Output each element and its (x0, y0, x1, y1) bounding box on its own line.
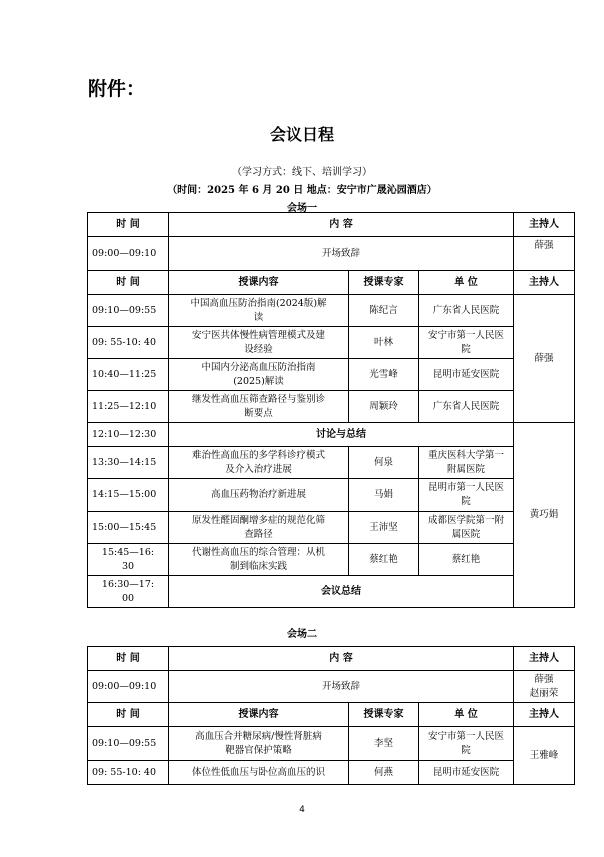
session-unit (419, 544, 514, 576)
unit-line: 昆明市延安医院 (432, 368, 500, 380)
header-content: 内 容 (169, 213, 514, 237)
topic-line: 代谢性高血压的综合管理：从机 (191, 546, 325, 558)
venue2-schedule-table (87, 646, 575, 785)
topic-line: 读 (253, 311, 264, 323)
session-time (88, 576, 169, 608)
time-line: 16:30—17: (101, 578, 155, 590)
session-topic (169, 761, 349, 785)
session-speaker: 何燕 (349, 761, 419, 785)
session-time: 09:00—09:10 (88, 237, 169, 271)
session-time: 15:00—15:45 (88, 512, 169, 544)
header-time: 时 间 (88, 703, 169, 727)
header-content: 内 容 (169, 647, 514, 671)
session-time (88, 544, 169, 576)
unit-line: 蔡红艳 (451, 553, 481, 565)
venue1-label: 会场一 (287, 203, 317, 214)
topic-line: 中国内分泌高血压防治指南 (201, 361, 316, 373)
unit-line: 成都医学院第一附 (428, 514, 505, 526)
topic-line: 原发性醛固酮增多症的规范化筛 (191, 514, 325, 526)
topic-line: 高血压合并糖尿病/慢性肾脏病 (195, 730, 322, 742)
session-unit (419, 391, 514, 423)
topic-line: 断要点 (244, 407, 273, 419)
session-content: 开场致辞 (169, 237, 514, 271)
session-speaker: 陈纪言 (349, 295, 419, 327)
session-unit (419, 479, 514, 512)
topic-line: (2025)解读 (233, 375, 284, 387)
topic-line: 设经验 (244, 343, 273, 355)
session-time: 09: 55-10: 40 (88, 761, 169, 785)
header-topic: 授课内容 (169, 271, 349, 295)
host-name: 黄巧娟 (514, 423, 575, 608)
session-speaker: 何泉 (349, 447, 419, 479)
session-topic (169, 727, 349, 761)
session-speaker: 周颖玲 (349, 391, 419, 423)
header-speaker: 授课专家 (349, 703, 419, 727)
session-unit (419, 295, 514, 327)
session-unit (419, 512, 514, 544)
table-row (88, 359, 575, 391)
unit-line: 广东省人民医院 (432, 400, 500, 412)
page-number: 4 (299, 805, 305, 815)
unit-line: 属医院 (451, 528, 481, 540)
time-line: 15:45—16: (101, 546, 155, 558)
session-topic (169, 447, 349, 479)
header-host: 主持人 (514, 647, 575, 671)
table-header-row (88, 213, 575, 237)
host-name: 薛强 (514, 237, 575, 271)
session-time: 09: 55-10: 40 (88, 327, 169, 359)
unit-line: 安宁市第一人民医 (428, 329, 505, 341)
session-speaker: 叶林 (349, 327, 419, 359)
header-unit: 单 位 (419, 703, 514, 727)
session-unit (419, 447, 514, 479)
table-row (88, 423, 575, 447)
host-name (514, 671, 575, 703)
header-host: 主持人 (514, 213, 575, 237)
attachment-label: 附件： (88, 78, 146, 100)
discussion-content: 讨论与总结 (169, 423, 514, 447)
host-name: 薛强 (514, 295, 575, 423)
header-time: 时 间 (88, 647, 169, 671)
table-header-row (88, 271, 575, 295)
page-title: 会议日程 (269, 125, 334, 144)
unit-line: 附属医院 (447, 463, 486, 475)
unit-line: 广东省人民医院 (432, 304, 500, 316)
table-row (88, 576, 575, 608)
session-content: 开场致辞 (169, 671, 514, 703)
host-line: 赵丽荣 (529, 687, 559, 699)
summary-content: 会议总结 (169, 576, 514, 608)
session-speaker: 蔡红艳 (349, 544, 419, 576)
time-line: 30 (121, 560, 135, 572)
unit-line: 院 (461, 496, 471, 507)
session-unit (419, 327, 514, 359)
table-row (88, 512, 575, 544)
topic-line: 难治性高血压的多学科诊疗模式 (191, 449, 325, 461)
header-time: 时 间 (88, 213, 169, 237)
table-row (88, 327, 575, 359)
session-time: 09:10—09:55 (88, 727, 169, 761)
study-mode: （学习方式：线下、培训学习） (232, 167, 372, 178)
session-speaker: 光雪峰 (349, 359, 419, 391)
session-topic (169, 359, 349, 391)
table-row (88, 727, 575, 761)
header-time: 时 间 (88, 271, 169, 295)
table-header-row (88, 703, 575, 727)
table-row (88, 671, 575, 703)
time-venue: （时间：2025 年 6 月 20 日 地点：安宁市广晟沁园酒店） (167, 185, 437, 196)
venue1-schedule-table (87, 212, 575, 608)
session-time: 11:25—12:10 (88, 391, 169, 423)
session-speaker: 马娟 (349, 479, 419, 512)
session-time: 14:15—15:00 (88, 479, 169, 512)
unit-line: 安宁市第一人民医 (428, 730, 505, 742)
table-row (88, 479, 575, 512)
unit-line: 院 (461, 744, 471, 756)
topic-line: 高血压药物治疗新进展 (210, 489, 306, 500)
session-unit (419, 761, 514, 785)
table-header-row (88, 647, 575, 671)
table-row (88, 237, 575, 271)
unit-line: 昆明市第一人民医 (428, 482, 505, 493)
topic-line: 靶器官保护策略 (225, 744, 292, 756)
session-time: 10:40—11:25 (88, 359, 169, 391)
topic-line: 继发性高血压筛查路径与鉴别诊 (191, 393, 325, 405)
table-row (88, 761, 575, 785)
session-time: 09:10—09:55 (88, 295, 169, 327)
header-host: 主持人 (514, 703, 575, 727)
session-topic (169, 544, 349, 576)
topic-line: 安宁医共体慢性病管理模式及建 (191, 329, 325, 341)
session-topic (169, 327, 349, 359)
session-topic (169, 479, 349, 512)
time-line: 00 (121, 592, 135, 604)
session-time: 09:00—09:10 (88, 671, 169, 703)
header-topic: 授课内容 (169, 703, 349, 727)
session-time: 12:10—12:30 (88, 423, 169, 447)
topic-line: 制到临床实践 (229, 560, 287, 572)
table-row (88, 295, 575, 327)
header-speaker: 授课专家 (349, 271, 419, 295)
session-unit (419, 359, 514, 391)
venue2-label: 会场二 (287, 629, 317, 640)
unit-line: 昆明市延安医院 (432, 766, 500, 778)
session-time: 13:30—14:15 (88, 447, 169, 479)
unit-line: 院 (461, 343, 471, 355)
table-row (88, 544, 575, 576)
session-unit (419, 727, 514, 761)
session-speaker: 王沛坚 (349, 512, 419, 544)
session-topic (169, 391, 349, 423)
topic-line: 体位性低血压与卧位高血压的识 (191, 766, 325, 778)
header-host: 主持人 (514, 271, 575, 295)
table-row (88, 391, 575, 423)
session-speaker: 李坚 (349, 727, 419, 761)
host-name: 王雅峰 (514, 727, 575, 785)
table-row (88, 447, 575, 479)
host-line: 薛强 (534, 673, 554, 685)
session-topic (169, 512, 349, 544)
unit-line: 重庆医科大学第一 (428, 449, 505, 461)
session-topic (169, 295, 349, 327)
topic-line: 及介入治疗进展 (225, 463, 292, 475)
topic-line: 查路径 (244, 528, 273, 540)
header-unit: 单 位 (419, 271, 514, 295)
topic-line: 中国高血压防治指南(2024版)解 (190, 297, 327, 309)
